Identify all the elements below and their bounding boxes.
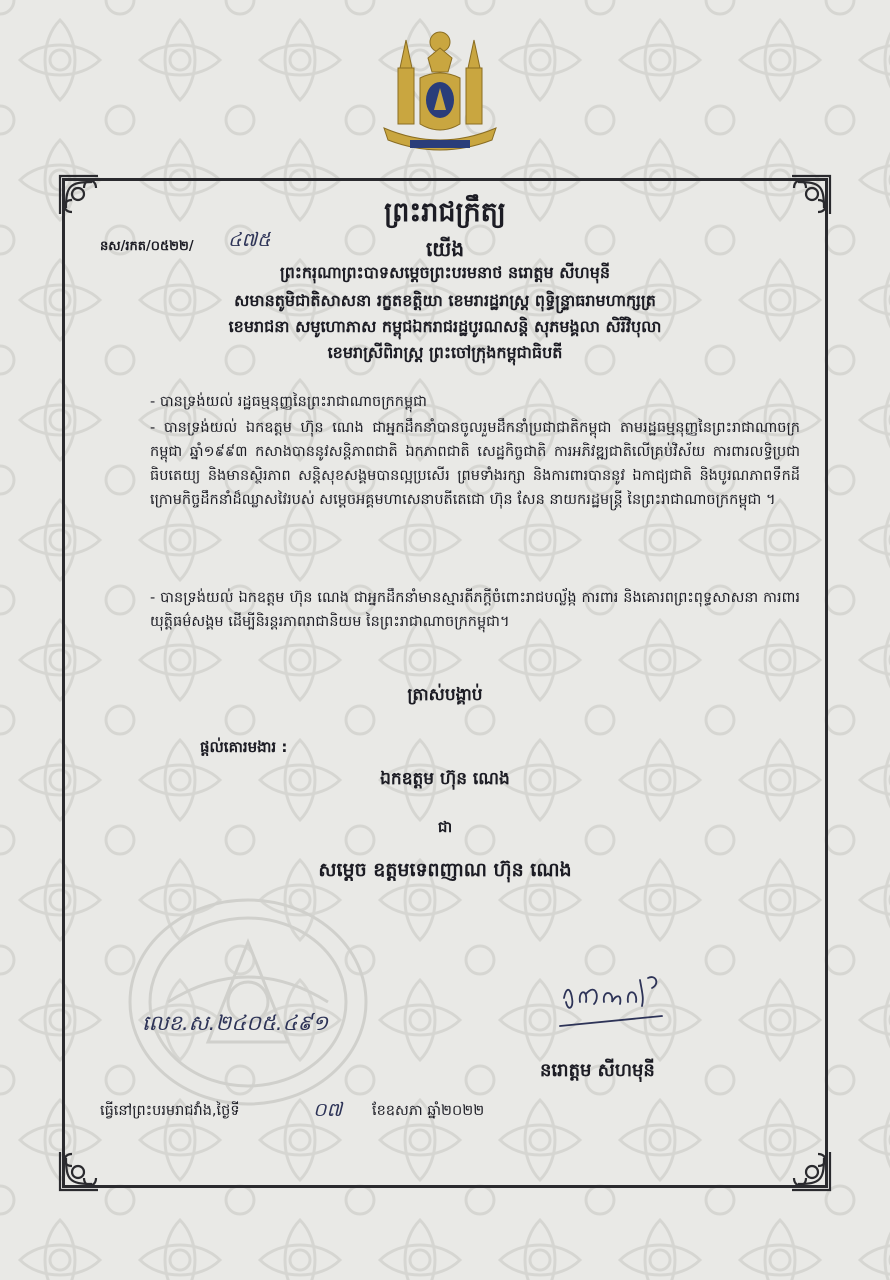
decree-number: នស/រកត/០៥២២/	[100, 239, 194, 254]
decree-number-handwritten: ៤៧៥	[228, 229, 271, 251]
as-word: ជា	[437, 818, 453, 836]
king-title-line-1: ព្រះករុណាព្រះបាទសម្តេចព្រះបរមនាថ នរោត្តម សីហមុនី	[279, 263, 611, 282]
award-label: ផ្តល់គោរមងារ :	[200, 738, 288, 756]
decree-heading: ត្រាស់បង្គាប់	[407, 685, 483, 705]
registration-number-handwritten: លេខ.ស.២៤០៥.៤៩១	[142, 1011, 329, 1035]
consideration-paragraph-3: - បានទ្រង់យល់ ឯកឧត្តម ហ៊ុន ណេង ជាអ្នកដឹកនាំមានស្មារតីភក្តីចំពោះរាជបល្ល័ង្ក ការពារ និងគោរពព្រះពុទ្ធសាសនា ការពារយុត្តិធម៌សង្គម ដើម្បីនិរន្តរភាពរាជានិយម នៃព្រះរាជាណាចក្រកម្ពុជា។	[150, 590, 800, 630]
date-month-year: ខែឧសភា ឆ្នាំ២០២២	[372, 1103, 485, 1119]
date-day-handwritten: ០៧	[313, 1099, 343, 1121]
king-title-line-4: ខេមរាស្រីពិរាស្ត្រ ព្រះចៅក្រុងកម្ពុជាធិបតី	[327, 343, 563, 362]
new-title: សម្តេច ឧត្តមទេពញាណ ហ៊ុន ណេង	[318, 859, 572, 881]
we-heading: យើង	[425, 237, 465, 261]
royal-coat-of-arms-icon	[380, 28, 500, 156]
king-title-line-2: សមានតូមិជាតិសាសនា រក្ខតខត្តិយា ខេមរារដ្ឋរាស្ត្រ ពុទ្ធិន្ទ្រាធរាមហាក្សត្រ	[234, 291, 656, 310]
embossed-seal-icon	[118, 892, 378, 1112]
consideration-paragraph-2: - បានទ្រង់យល់ ឯកឧត្តម ហ៊ុន ណេង ជាអ្នកដឹកនាំបានចូលរួមដឹកនាំប្រជាជាតិកម្ពុជា តាមរដ្ឋធម្មនុញ្ញនៃព្រះរាជាណាចក្រកម្ពុជា ឆ្នាំ១៩៩៣ កសាងបាននូវសន្តិភាពជាតិ ឯកភាពជាតិ សេដ្ឋកិច្ចជាតិ ការអភិវឌ្ឍជាតិលើគ្រប់វិស័យ ការពារលទ្ធិប្រជាធិបតេយ្យ និងមានស្ថិរភាព សន្តិសុខសង្គមបានល្អប្រសើរ ព្រមទាំងរក្សា និងការពារបាននូវ ឯកាជ្យជាតិ និងបូរណភាពទឹកដី ក្រោមកិច្ចដឹកនាំដ៏ឈ្លាសវៃរបស់ សម្តេចអគ្គមហាសេនាបតីតេជោ ហ៊ុន សែន នាយករដ្ឋមន្ត្រី នៃព្រះរាជាណាចក្រកម្ពុជា ។	[150, 420, 800, 508]
corner-ornament-icon	[56, 1148, 102, 1194]
corner-ornament-icon	[788, 1148, 834, 1194]
consideration-paragraph-1: - បានទ្រង់យល់ រដ្ឋធម្មនុញ្ញនៃព្រះរាជាណាចក្រកម្ពុជា	[150, 394, 427, 410]
document-title: ព្រះរាជក្រឹត្យ	[384, 197, 506, 228]
recipient-name: ឯកឧត្តម ហ៊ុន ណេង	[380, 769, 510, 789]
king-title-line-3: ខេមរាជនា សមូហោភាស កម្ពុជឯករាជរដ្ឋបូរណសន្តិ សុភមង្គលា សិរីវិបុលា	[228, 317, 662, 336]
king-signature	[556, 968, 676, 1034]
date-place: ធ្វើនៅព្រះបរមរាជវាំង,ថ្ងៃទី	[100, 1103, 240, 1119]
signer-name: នរោត្តម សីហមុនី	[540, 1060, 655, 1081]
